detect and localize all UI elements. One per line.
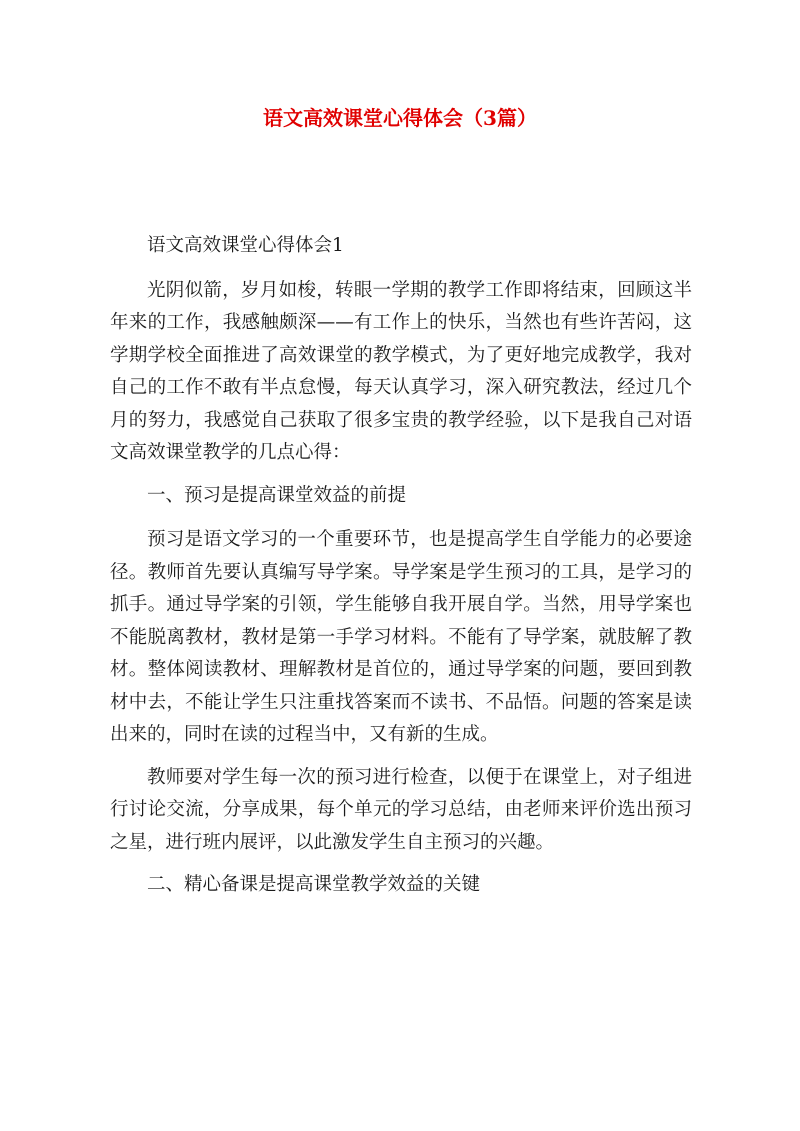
document-body — [110, 230, 692, 914]
section-title: 语文高效课堂心得体会1 — [147, 235, 344, 256]
paragraph-preview-1: 预习是语文学习的一个重要环节，也是提高学生自学能力的必要途径。教师首先要认真编写导学案。导学案是学生预习的工具，是学习的抓手。通过导学案的引领，学生能够自我开展自学。当然，用导学案也不能脱离教材，教材是第一手学习材料。不能有了导学案，就肢解了教材。整体阅读教材、理解教材是首位的，通过导学案的问题，要回到教材中去，不能让学生只注重找答案而不读书、不品悟。问题的答案是读出来的，同时在读的过程当中，又有新的生成。 — [110, 529, 692, 745]
heading-preview: 一、预习是提高课堂效益的前提 — [147, 484, 407, 506]
paragraph-preview-2: 教师要对学生每一次的预习进行检查，以便于在课堂上，对子组进行讨论交流，分享成果，每个单元的学习总结，由老师来评价选出预习之星，进行班内展评，以此激发学生自主预习的兴趣。 — [110, 766, 692, 853]
document-title: 语文高效课堂心得体会（3篇） — [263, 106, 537, 130]
paragraph-intro: 光阴似箭，岁月如梭，转眼一学期的教学工作即将结束，回顾这半年来的工作，我感触颇深——有工作上的快乐，当然也有些许苦闷，这学期学校全面推进了高效课堂的教学模式，为了更好地完成教学，我对自己的工作不敢有半点怠慢，每天认真学习，深入研究教法，经过几个月的努力，我感觉自己获取了很多宝贵的教学经验，以下是我自己对语文高效课堂教学的几点心得： — [110, 279, 692, 463]
heading-lesson-prep: 二、精心备课是提高课堂教学效益的关键 — [147, 874, 481, 895]
